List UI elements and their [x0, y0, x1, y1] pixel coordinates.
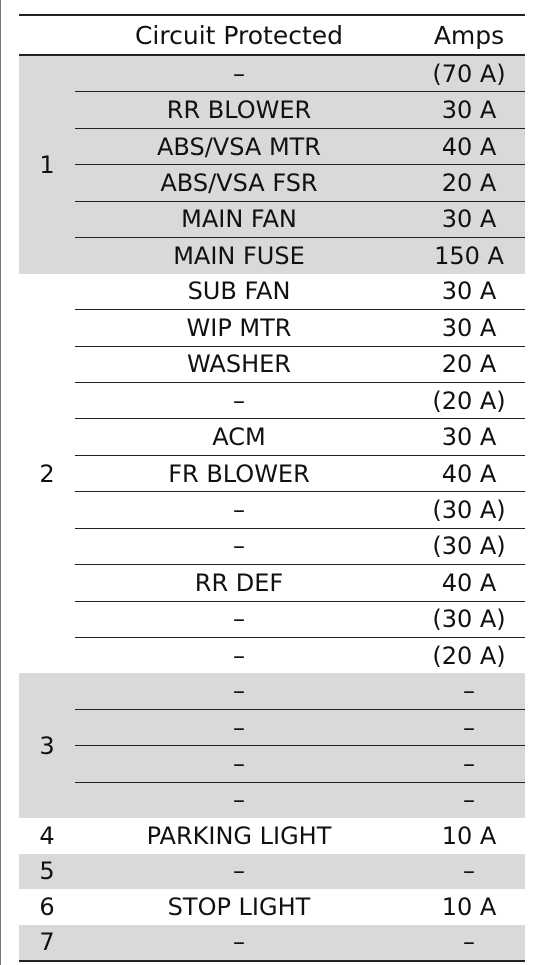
table-row — [19, 274, 525, 310]
fuse-number: 3 — [19, 673, 75, 818]
circuit-protected-cell: – — [75, 782, 413, 818]
circuit-protected-cell: – — [75, 673, 413, 709]
table-row — [19, 165, 525, 201]
table-row — [19, 455, 525, 491]
amps-cell: (30 A) — [413, 601, 525, 637]
table-row — [19, 854, 525, 889]
table-row — [19, 565, 525, 601]
circuit-protected-cell: RR DEF — [75, 565, 413, 601]
circuit-protected-cell: – — [75, 709, 413, 745]
amps-cell: 30 A — [441, 277, 497, 306]
table-row — [19, 638, 525, 674]
table-row — [19, 528, 525, 564]
table-row — [19, 601, 525, 637]
header-fuse-number — [19, 15, 75, 55]
header-circuit-protected: Circuit Protected — [75, 15, 413, 55]
table-row — [19, 92, 525, 128]
circuit-protected-cell: STOP LIGHT — [167, 892, 311, 921]
circuit-protected-cell: – — [75, 638, 413, 674]
amps-cell: 40 A — [413, 565, 525, 601]
amps-cell: 10 A — [441, 892, 497, 921]
amps-cell: 30 A — [413, 201, 525, 237]
table-row — [19, 346, 525, 382]
circuit-protected-cell: – — [75, 382, 413, 418]
amps-cell: – — [413, 925, 525, 961]
fuse-table-body — [19, 55, 525, 961]
amps-cell: (20 A) — [413, 638, 525, 674]
circuit-protected-cell: MAIN FAN — [75, 201, 413, 237]
fuse-table-header — [19, 15, 525, 55]
amps-cell: – — [413, 673, 525, 709]
page-edge-line — [0, 0, 1, 965]
table-row — [19, 925, 525, 961]
table-row — [19, 238, 525, 274]
table-row — [19, 492, 525, 528]
table-row — [19, 818, 525, 853]
table-row — [19, 128, 525, 164]
amps-cell: 30 A — [413, 419, 525, 455]
amps-cell: – — [413, 782, 525, 818]
circuit-protected-cell: SUB FAN — [187, 277, 291, 306]
table-row — [19, 709, 525, 745]
amps-cell: 30 A — [413, 92, 525, 128]
table-row — [19, 201, 525, 237]
amps-cell: – — [413, 854, 525, 889]
amps-cell: 20 A — [413, 346, 525, 382]
circuit-protected-cell: – — [75, 492, 413, 528]
table-row — [19, 382, 525, 418]
circuit-protected-cell: MAIN FUSE — [75, 238, 413, 274]
table-row — [19, 310, 525, 346]
circuit-protected-cell: WASHER — [75, 346, 413, 382]
fuse-number: 2 — [39, 459, 55, 488]
circuit-protected-cell: WIP MTR — [75, 310, 413, 346]
amps-cell: 30 A — [413, 310, 525, 346]
fuse-number: 5 — [19, 854, 75, 889]
amps-cell: (30 A) — [413, 528, 525, 564]
fuse-number: 1 — [19, 55, 75, 274]
header-row — [19, 15, 525, 55]
circuit-protected-cell: ABS/VSA FSR — [75, 165, 413, 201]
table-row — [19, 673, 525, 709]
circuit-protected-cell: – — [75, 528, 413, 564]
table-row — [19, 782, 525, 818]
table-row — [19, 55, 525, 92]
fuse-number: 6 — [39, 892, 55, 921]
amps-cell: 10 A — [441, 821, 497, 850]
amps-cell: 40 A — [413, 128, 525, 164]
header-amps: Amps — [413, 15, 525, 55]
circuit-protected-cell: – — [75, 925, 413, 961]
circuit-protected-cell: PARKING LIGHT — [146, 821, 332, 850]
fuse-number: 4 — [39, 821, 55, 850]
circuit-protected-cell: ABS/VSA MTR — [75, 128, 413, 164]
amps-cell: (70 A) — [413, 55, 525, 92]
amps-cell: (20 A) — [413, 382, 525, 418]
circuit-protected-cell: – — [75, 746, 413, 782]
table-row — [19, 889, 525, 924]
circuit-protected-cell: ACM — [75, 419, 413, 455]
circuit-protected-cell: RR BLOWER — [75, 92, 413, 128]
circuit-protected-cell: – — [75, 601, 413, 637]
fuse-number: 7 — [19, 925, 75, 961]
amps-cell: 20 A — [413, 165, 525, 201]
circuit-protected-cell: – — [75, 55, 413, 92]
amps-cell: – — [413, 709, 525, 745]
amps-cell: – — [413, 746, 525, 782]
table-row — [19, 419, 525, 455]
circuit-protected-cell: – — [75, 854, 413, 889]
amps-cell: 150 A — [413, 238, 525, 274]
table-row — [19, 746, 525, 782]
fuse-table — [19, 14, 525, 962]
amps-cell: 40 A — [413, 455, 525, 491]
amps-cell: (30 A) — [413, 492, 525, 528]
circuit-protected-cell: FR BLOWER — [75, 455, 413, 491]
